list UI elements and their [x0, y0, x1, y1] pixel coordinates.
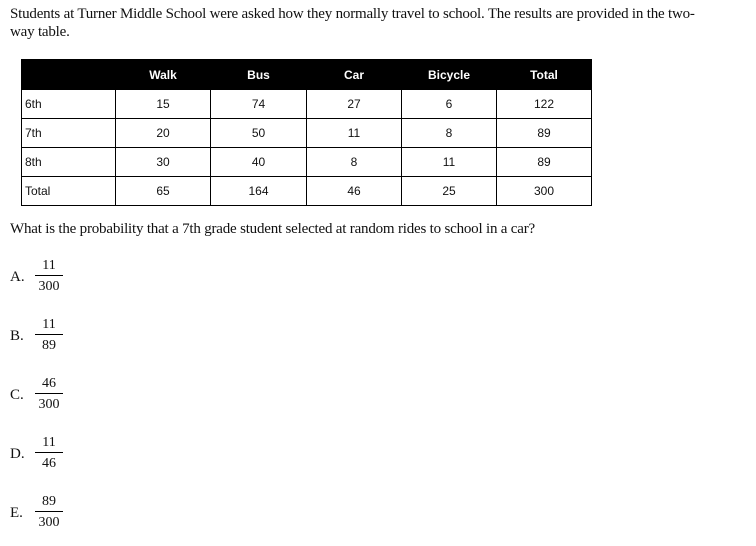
fraction-denominator: 300: [38, 397, 60, 412]
row-label: 6th: [22, 90, 116, 119]
table-cell: 8: [402, 119, 497, 148]
choice-letter: B.: [10, 328, 24, 344]
row-label: 8th: [22, 148, 116, 177]
fraction-denominator: 46: [42, 456, 56, 471]
table-header-row: [22, 60, 592, 90]
table-cell: 8: [307, 148, 402, 177]
table-cell: 89: [497, 148, 592, 177]
fraction-denominator: 89: [42, 338, 56, 353]
table-cell: 122: [497, 90, 592, 119]
table-row: [22, 119, 592, 148]
table-cell: 40: [211, 148, 307, 177]
table-cell: 20: [116, 119, 211, 148]
table-cell: 300: [497, 177, 592, 206]
fraction-bar: [35, 511, 63, 512]
fraction: [35, 434, 63, 472]
header-cell-corner: [22, 60, 116, 90]
table-row: [22, 177, 592, 206]
fraction-denominator: 300: [38, 515, 60, 530]
intro-text: Students at Turner Middle School were asked how they normally travel to school. The results are provided in the two-way table.: [10, 6, 695, 40]
table-cell: 46: [307, 177, 402, 206]
table-row: [22, 148, 592, 177]
fraction-numerator: 89: [42, 494, 56, 509]
header-cell-car: Car: [307, 60, 402, 90]
header-cell-walk: Walk: [116, 60, 211, 90]
fraction-numerator: 11: [42, 258, 56, 273]
choice-letter: D.: [10, 446, 25, 462]
choice-letter: E.: [10, 505, 23, 521]
two-way-table: [21, 59, 592, 206]
fraction-bar: [35, 452, 63, 453]
table-cell: 15: [116, 90, 211, 119]
fraction-numerator: 11: [42, 317, 56, 332]
fraction-denominator: 300: [38, 279, 60, 294]
choice-letter: A.: [10, 269, 25, 285]
question-text: What is the probability that a 7th grade student selected at random rides to school in a car?: [10, 221, 535, 237]
choice-letter: C.: [10, 387, 24, 403]
table-cell: 30: [116, 148, 211, 177]
fraction: [35, 375, 63, 413]
row-label: 7th: [22, 119, 116, 148]
table-cell: 164: [211, 177, 307, 206]
row-label: Total: [22, 177, 116, 206]
table-cell: 65: [116, 177, 211, 206]
table-cell: 89: [497, 119, 592, 148]
fraction: [35, 257, 63, 295]
fraction-bar: [35, 275, 63, 276]
table-cell: 11: [402, 148, 497, 177]
table-cell: 50: [211, 119, 307, 148]
header-cell-bicycle: Bicycle: [402, 60, 497, 90]
table-row: [22, 90, 592, 119]
header-cell-total: Total: [497, 60, 592, 90]
table-cell: 74: [211, 90, 307, 119]
table-cell: 11: [307, 119, 402, 148]
table-cell: 25: [402, 177, 497, 206]
fraction-numerator: 11: [42, 435, 56, 450]
table-cell: 27: [307, 90, 402, 119]
fraction: [35, 493, 63, 531]
fraction-numerator: 46: [42, 376, 56, 391]
fraction-bar: [35, 393, 63, 394]
fraction: [35, 316, 63, 354]
header-cell-bus: Bus: [211, 60, 307, 90]
fraction-bar: [35, 334, 63, 335]
table-cell: 6: [402, 90, 497, 119]
